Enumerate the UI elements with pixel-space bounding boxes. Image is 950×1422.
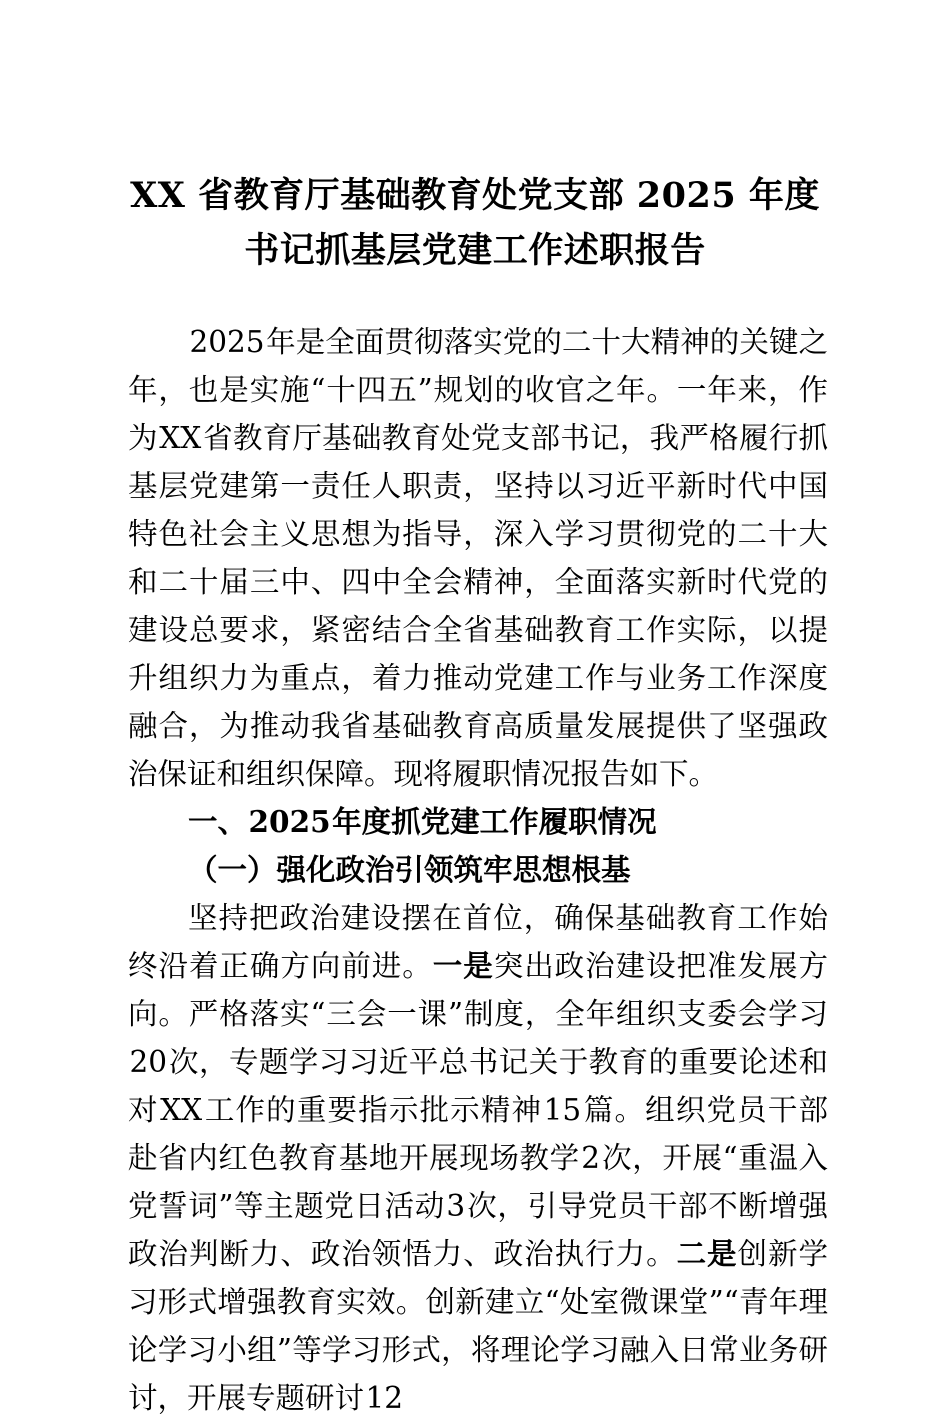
count-seminars: 12	[365, 1381, 404, 1415]
section-text-1: 坚持把政治建设摆在首位，确保基础教育工作始终沿着正确方向前进。	[128, 901, 828, 983]
heading-1-text: 年度抓党建工作履职情况	[332, 804, 657, 839]
marker-yi-shi: 一是	[432, 948, 494, 983]
section-text-5: 篇。组织党员干部赴省内红色教育基地开展现场教学	[128, 1093, 828, 1175]
opening-paragraph	[128, 318, 828, 798]
count-directives: 15	[543, 1093, 582, 1127]
opening-text-2: 省教育厅基础教育处党支部书记，我严格履行抓基层党建第一责任人职责，坚持以习近平新时代中国特色社会主义思想为指导，深入学习贯彻党的二十大和二十届三中、四中全会精神，全面落实新时代党的建设总要求，紧密结合全省基础教育工作实际，以提升组织力为重点，着力推动党建工作与业务工作深度融合，为推动我省基础教育高质量发展提供了坚强政治保证和组织保障。现将履职情况报告如下。	[128, 421, 828, 791]
heading-1-prefix: 一、	[188, 804, 248, 839]
opening-year: 2025	[189, 325, 265, 359]
heading-section-1	[128, 798, 828, 846]
opening-text-1: 年是全面贯彻落实党的二十大精神的关键之年，也是实施“十四五”规划的收官之年。一年来，作为	[128, 325, 828, 455]
opening-org-abbrev: XX	[159, 421, 202, 455]
page-title-line-1: XX 省教育厅基础教育处党支部 2025 年度	[130, 175, 820, 216]
heading-1-year: 2025	[248, 804, 331, 839]
count-party-day: 3	[446, 1189, 466, 1223]
section-text-4: 工作的重要指示批示精神	[203, 1093, 543, 1127]
section-text-8: 创新学习形式增强教育实效。创新建立“处室微课堂”“青年理论学习小组”等学习形式，将理论学习融入日常业务研讨，开展专题研讨	[128, 1237, 828, 1415]
org-abbrev-2: XX	[160, 1093, 203, 1127]
count-branch-study: 20	[129, 1045, 168, 1079]
page-title-line-2: 书记抓基层党建工作述职报告	[244, 230, 706, 271]
section-text-3: 次，专题学习习近平总书记关于教育的重要论述和对	[128, 1045, 828, 1127]
page-title	[118, 168, 832, 278]
marker-er-shi: 二是	[676, 1236, 738, 1271]
document-body	[128, 318, 828, 1422]
count-field-teaching: 2	[581, 1141, 600, 1175]
section-paragraph-1	[128, 894, 828, 1422]
section-text-2: 突出政治建设把准发展方向。严格落实“三会一课”制度，全年组织支委会学习	[128, 949, 828, 1031]
section-text-7: 次，引导党员干部不断增强政治判断力、政治领悟力、政治执行力。	[128, 1189, 828, 1271]
heading-subsection-1-1: （一）强化政治引领筑牢思想根基	[188, 852, 631, 887]
section-text-6: 次，开展“重温入党誓词”等主题党日活动	[128, 1141, 828, 1223]
